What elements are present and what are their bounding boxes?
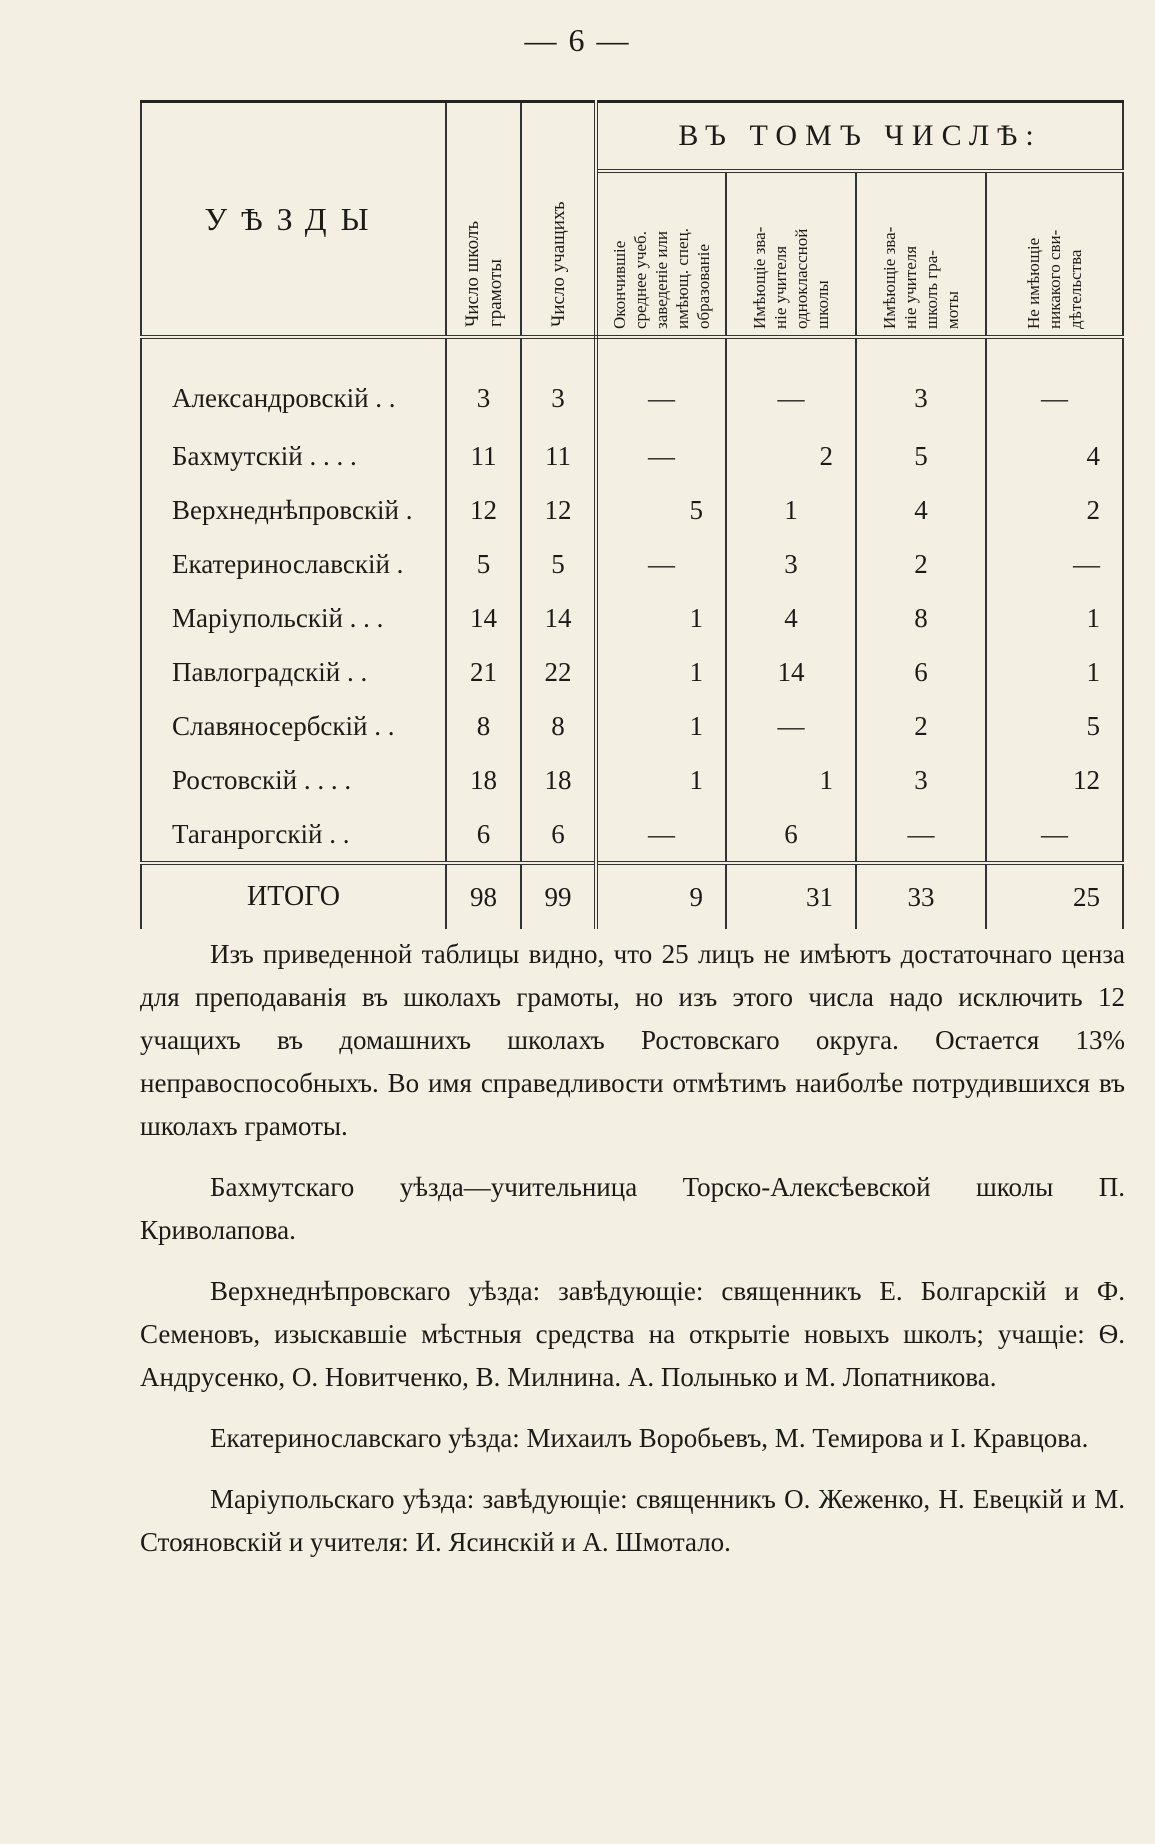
row-col-1: 1 <box>596 753 726 807</box>
header-sub-4-text: Не имѣющіе никакого сви- дѣтельства <box>1024 229 1086 329</box>
row-district: Верхнеднѣпровскій . <box>141 483 446 537</box>
row-district: Ростовскій . . . . <box>141 753 446 807</box>
row-col-3: 2 <box>856 537 986 591</box>
row-col-1: 1 <box>596 699 726 753</box>
table-total-row <box>141 863 1123 929</box>
row-schools: 6 <box>446 807 521 863</box>
header-schools-text: Число школъ грамоты <box>461 220 506 327</box>
row-col-2: 14 <box>726 645 856 699</box>
row-col-1: — <box>596 429 726 483</box>
row-col-1: — <box>596 337 726 429</box>
table-row <box>141 753 1123 807</box>
row-teachers: 14 <box>521 591 596 645</box>
table-row <box>141 807 1123 863</box>
row-schools: 5 <box>446 537 521 591</box>
row-col-2: 1 <box>726 753 856 807</box>
row-col-3: 6 <box>856 645 986 699</box>
total-label: ИТОГО <box>141 863 446 929</box>
header-district: УѢЗДЫ <box>141 102 446 338</box>
row-district: Александровскій . . <box>141 337 446 429</box>
row-col-1: 5 <box>596 483 726 537</box>
row-col-1: — <box>596 537 726 591</box>
paragraph: Екатеринославскаго уѣзда: Михаилъ Воробьевъ, М. Темирова и I. Кравцова. <box>210 1423 1089 1453</box>
table-row <box>141 699 1123 753</box>
row-teachers: 11 <box>521 429 596 483</box>
row-col-3: 3 <box>856 337 986 429</box>
table-row <box>141 483 1123 537</box>
row-col-3: 3 <box>856 753 986 807</box>
row-col-4: 1 <box>986 645 1123 699</box>
row-col-3: 2 <box>856 699 986 753</box>
paragraph: Верхнеднѣпровскаго уѣзда: завѣдующіе: священникъ Е. Болгарскій и Ф. Семеновъ, изыскавшіе мѣстныя средства на открытіе новыхъ школъ; учащіе: Ѳ. Андрусенко, О. Новитченко, В. Милнина. А. Полынько и М. Лопатникова. <box>140 1276 1125 1392</box>
header-sub-1 <box>596 171 726 337</box>
row-col-4: — <box>986 337 1123 429</box>
header-teachers-text: Число учащихъ <box>547 201 569 327</box>
paragraph: Маріупольскаго уѣзда: завѣдующіе: священникъ О. Жеженко, Н. Евецкій и М. Стояновскій и учителя: И. Ясинскій и А. Шмотало. <box>140 1484 1125 1557</box>
row-schools: 21 <box>446 645 521 699</box>
row-teachers: 12 <box>521 483 596 537</box>
header-sub-3 <box>856 171 986 337</box>
row-col-4: — <box>986 807 1123 863</box>
row-teachers: 18 <box>521 753 596 807</box>
row-col-1: — <box>596 807 726 863</box>
row-schools: 18 <box>446 753 521 807</box>
page-number: — 6 — <box>524 22 631 58</box>
row-district: Павлоградскій . . <box>141 645 446 699</box>
row-schools: 14 <box>446 591 521 645</box>
header-group: ВЪ ТОМЪ ЧИСЛѢ: <box>596 102 1123 172</box>
row-col-2: 3 <box>726 537 856 591</box>
row-teachers: 8 <box>521 699 596 753</box>
row-col-1: 1 <box>596 591 726 645</box>
table-row <box>141 337 1123 429</box>
header-sub-2 <box>726 171 856 337</box>
row-col-2: 2 <box>726 429 856 483</box>
total-col-1: 9 <box>596 863 726 929</box>
row-col-2: — <box>726 699 856 753</box>
row-col-3: 5 <box>856 429 986 483</box>
row-col-4: 1 <box>986 591 1123 645</box>
statistics-table <box>140 100 1124 929</box>
header-sub-4 <box>986 171 1123 337</box>
row-col-2: 1 <box>726 483 856 537</box>
total-col-4: 25 <box>986 863 1123 929</box>
row-col-3: 4 <box>856 483 986 537</box>
row-teachers: 5 <box>521 537 596 591</box>
row-district: Маріупольскій . . . <box>141 591 446 645</box>
total-schools: 98 <box>446 863 521 929</box>
header-sub-1-text: Окончившіе среднее учеб. заведеніе или имѣющ. спец. образованіе <box>610 228 713 329</box>
row-teachers: 3 <box>521 337 596 429</box>
table-row <box>141 537 1123 591</box>
row-schools: 3 <box>446 337 521 429</box>
row-teachers: 22 <box>521 645 596 699</box>
header-sub-2-text: Имѣющіе зва- ніе учителя одноклассной школы <box>750 226 832 329</box>
row-district: Екатеринославскій . <box>141 537 446 591</box>
header-schools <box>446 102 521 338</box>
row-district: Славяносербскій . . <box>141 699 446 753</box>
statistics-table-wrap <box>140 100 1122 929</box>
table-row <box>141 645 1123 699</box>
row-district: Таганрогскій . . <box>141 807 446 863</box>
table-row <box>141 429 1123 483</box>
row-col-2: 6 <box>726 807 856 863</box>
row-col-4: 2 <box>986 483 1123 537</box>
row-col-3: — <box>856 807 986 863</box>
row-schools: 12 <box>446 483 521 537</box>
row-col-2: 4 <box>726 591 856 645</box>
total-teachers: 99 <box>521 863 596 929</box>
row-col-4: 5 <box>986 699 1123 753</box>
row-col-1: 1 <box>596 645 726 699</box>
row-schools: 8 <box>446 699 521 753</box>
header-teachers <box>521 102 596 338</box>
header-sub-3-text: Имѣющіе зва- ніе учителя школъ гра- моты <box>880 226 962 329</box>
row-teachers: 6 <box>521 807 596 863</box>
table-row <box>141 591 1123 645</box>
total-col-2: 31 <box>726 863 856 929</box>
paragraph: Изъ приведенной таблицы видно, что 25 лицъ не имѣютъ достаточнаго ценза для преподаванія въ школахъ грамоты, но изъ этого числа надо исключить 12 учащихъ въ домашнихъ школахъ Ростовскаго округа. Остается 13% неправоспособныхъ. Во имя справедливости отмѣтимъ наиболѣе потрудившихся въ школахъ грамоты. <box>140 939 1125 1141</box>
row-col-3: 8 <box>856 591 986 645</box>
paragraph: Бахмутскаго уѣзда—учительница Торско-Алексѣевской школы П. Криволапова. <box>140 1172 1125 1245</box>
row-district: Бахмутскій . . . . <box>141 429 446 483</box>
body-text <box>140 933 1125 1582</box>
row-col-4: 4 <box>986 429 1123 483</box>
row-schools: 11 <box>446 429 521 483</box>
row-col-2: — <box>726 337 856 429</box>
row-col-4: — <box>986 537 1123 591</box>
row-col-4: 12 <box>986 753 1123 807</box>
total-col-3: 33 <box>856 863 986 929</box>
